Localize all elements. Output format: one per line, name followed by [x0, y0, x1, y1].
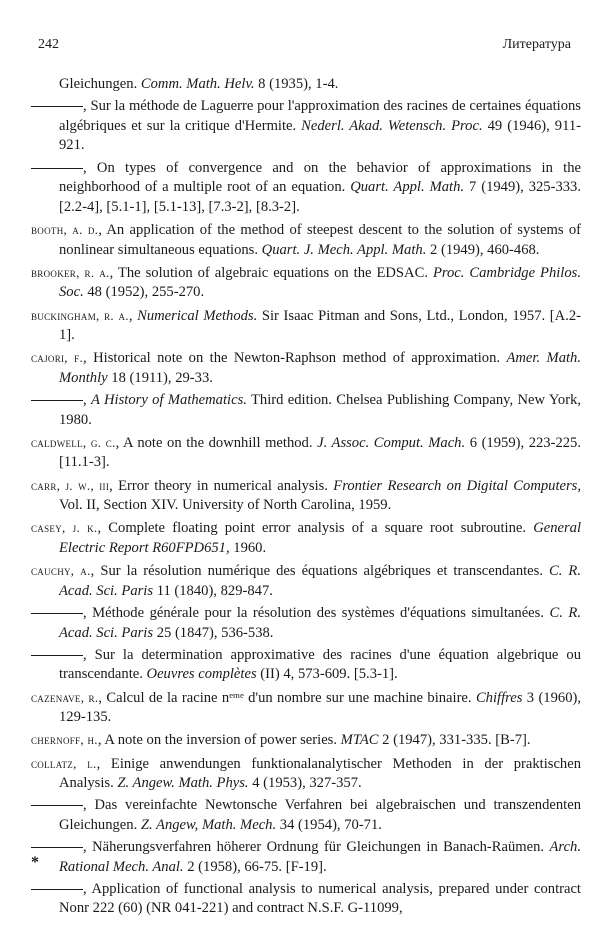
reference-source: A History of Mathematics.	[91, 392, 247, 409]
reference-details: (II) 4, 573-609. [5.3-1].	[256, 666, 398, 683]
reference-source: Quart. J. Mech. Appl. Math.	[261, 241, 427, 258]
reference-entry	[31, 604, 581, 643]
reference-entry	[31, 476, 581, 516]
reference-author: booth, a. d.	[31, 221, 99, 237]
reference-details: 1960.	[229, 540, 267, 556]
reference-entry	[31, 796, 581, 835]
reference-entry	[31, 159, 581, 218]
reference-details: 18 (1911), 29-33.	[107, 369, 213, 386]
reference-source: Amer. Math. Monthly	[59, 350, 581, 386]
reference-entry	[31, 306, 581, 346]
reference-source: Quart. Appl. Math.	[350, 179, 465, 196]
reference-source: MTAC	[340, 732, 379, 749]
footnote-marker: *	[31, 854, 39, 871]
reference-entry	[31, 391, 581, 430]
reference-details: Vol. II, Section XIV. University of North Carolina, 1959.	[59, 497, 392, 514]
reference-details: 48 (1952), 255-270.	[83, 284, 205, 301]
reference-source: Proc. Cambridge Philos. Soc.	[59, 264, 581, 301]
reference-text: ,	[83, 392, 92, 409]
reference-text: , Sur la résolution numérique des équations algébriques et transcendantes.	[90, 563, 550, 580]
reference-author: cauchy, a.	[31, 563, 91, 579]
reference-author: caldwell, g. c.	[31, 434, 116, 450]
page-number: 242	[38, 37, 59, 52]
reference-source: Nederl. Akad. Wetensch. Proc.	[301, 117, 483, 134]
reference-author: cajori, f.	[31, 350, 84, 366]
reference-text: , Sur la determination approximative des racines d'une équation algebrique ou transcendante.	[59, 646, 581, 683]
reference-details: Sir Isaac Pitman and Sons, Ltd., London, 1957. [A.2-1].	[59, 307, 582, 344]
ditto-dash	[31, 106, 83, 107]
ditto-dash	[31, 655, 83, 656]
reference-text: , A note on the downhill method.	[115, 434, 318, 451]
reference-source: Z. Angew, Math. Mech.	[140, 816, 277, 833]
reference-author: chernoff, h.	[31, 732, 98, 748]
reference-author: buckingham, r. a.	[31, 307, 129, 323]
reference-text: , Sur la méthode de Laguerre pour l'approximation des racines de certaines équations algébriques et sur la critique d'Hermite.	[59, 98, 581, 134]
reference-text: , On types of convergence and on the behavior of approximations in the neighborhood of a multiple root of an equation.	[59, 159, 581, 196]
reference-entry	[31, 646, 581, 685]
reference-details: 11 (1840), 829-847.	[153, 582, 273, 599]
reference-text: , Calcul de la racine nᵉᵐᵉ d'un nombre sur une machine binaire.	[98, 689, 476, 706]
reference-text: , Méthode générale pour la résolution des systèmes d'équations simultanées.	[83, 604, 550, 621]
reference-details: 6 (1959), 223-225. [11.1-3].	[59, 434, 581, 471]
reference-author: collatz, l.	[31, 755, 97, 771]
reference-details: 2 (1958), 66-75. [F-19].	[183, 858, 327, 875]
ditto-dash	[31, 400, 83, 401]
reference-details: 49 (1946), 911-921.	[59, 117, 581, 154]
reference-entry	[31, 880, 581, 919]
reference-author: brooker, r. a.	[31, 264, 110, 280]
reference-entry	[31, 561, 581, 601]
reference-entry	[31, 688, 581, 728]
ditto-dash	[31, 805, 83, 806]
page-header	[38, 36, 571, 54]
reference-entry	[31, 263, 581, 303]
reference-details: 3 (1960), 129-135.	[59, 689, 582, 726]
reference-details: 7 (1949), 325-333. [2.2-4], [5.1-1], [5.1-13], [7.3-2], [8.3-2].	[59, 179, 581, 215]
reference-entry	[31, 518, 581, 558]
reference-text: , An application of the method of steepest descent to the solution of systems of nonlinear simultaneous equations.	[59, 221, 581, 258]
reference-text: Gleichungen.	[59, 76, 141, 92]
reference-text: , Näherungsverfahren höherer Ordnung für Gleichungen in Banach-Raümen.	[83, 839, 550, 856]
reference-entry	[31, 838, 581, 877]
reference-entry	[31, 730, 581, 751]
reference-details: 2 (1947), 331-335. [B-7].	[378, 732, 531, 749]
reference-text: , Das vereinfachte Newtonsche Verfahren bei algebraischen und transzendenten Gleichungen.	[59, 797, 581, 833]
reference-text: , Application of functional analysis to numerical analysis, prepared under contract Nonr 222 (60) (NR 041-221) and contract N.S.F. G-11099,	[59, 880, 581, 917]
reference-entry	[31, 75, 581, 95]
reference-details: 25 (1847), 536-538.	[153, 624, 274, 641]
reference-text: , Complete floating point error analysis of a square root subroutine.	[97, 520, 534, 537]
reference-entry	[31, 97, 581, 156]
bibliography-list	[31, 75, 581, 922]
reference-source: J. Assoc. Comput. Mach.	[317, 434, 466, 451]
reference-entry	[31, 348, 581, 388]
reference-source: Oeuvres complètes	[146, 666, 257, 683]
reference-source: Numerical Methods.	[137, 307, 258, 324]
reference-details: 2 (1949), 460-468.	[426, 241, 540, 258]
reference-source: Chiffres	[475, 689, 523, 706]
reference-author: casey, j. k.	[31, 520, 98, 536]
reference-details: 4 (1953), 327-357.	[248, 775, 362, 792]
reference-text: , Error theory in numerical analysis.	[109, 477, 334, 494]
reference-author: carr, j. w., iii	[31, 477, 110, 493]
reference-source: C. R. Acad. Sci. Paris	[59, 563, 581, 599]
reference-author: cazenave, r.	[31, 689, 99, 705]
ditto-dash	[31, 168, 83, 169]
reference-entry	[31, 220, 581, 260]
reference-text: , Einige anwendungen funktionalanalytischer Methoden in der praktischen Analysis.	[59, 755, 582, 792]
reference-source: General Electric Report R60FPD651,	[59, 520, 582, 556]
reference-source: Comm. Math. Helv.	[140, 76, 255, 92]
reference-text: , Historical note on the Newton-Raphson method of approximation.	[83, 350, 507, 367]
reference-source: Frontier Research on Digital Computers,	[333, 477, 581, 494]
reference-source: Arch. Rational Mech. Anal.	[59, 839, 581, 875]
reference-source: Z. Angew. Math. Phys.	[117, 775, 249, 792]
reference-text: , A note on the inversion of power series.	[97, 732, 341, 749]
reference-details: 8 (1935), 1-4.	[254, 76, 339, 92]
reference-details: Third edition. Chelsea Publishing Company, New York, 1980.	[59, 392, 582, 428]
reference-text: , The solution of algebraic equations on the EDSAC.	[109, 264, 433, 281]
running-title: Литература	[502, 37, 571, 52]
ditto-dash	[31, 889, 83, 890]
reference-details: 34 (1954), 70-71.	[276, 816, 382, 833]
ditto-dash	[31, 847, 83, 848]
reference-source: C. R. Acad. Sci. Paris	[59, 604, 581, 641]
reference-text: ,	[128, 307, 138, 324]
reference-entry	[31, 754, 581, 794]
reference-entry	[31, 433, 581, 473]
ditto-dash	[31, 613, 83, 614]
